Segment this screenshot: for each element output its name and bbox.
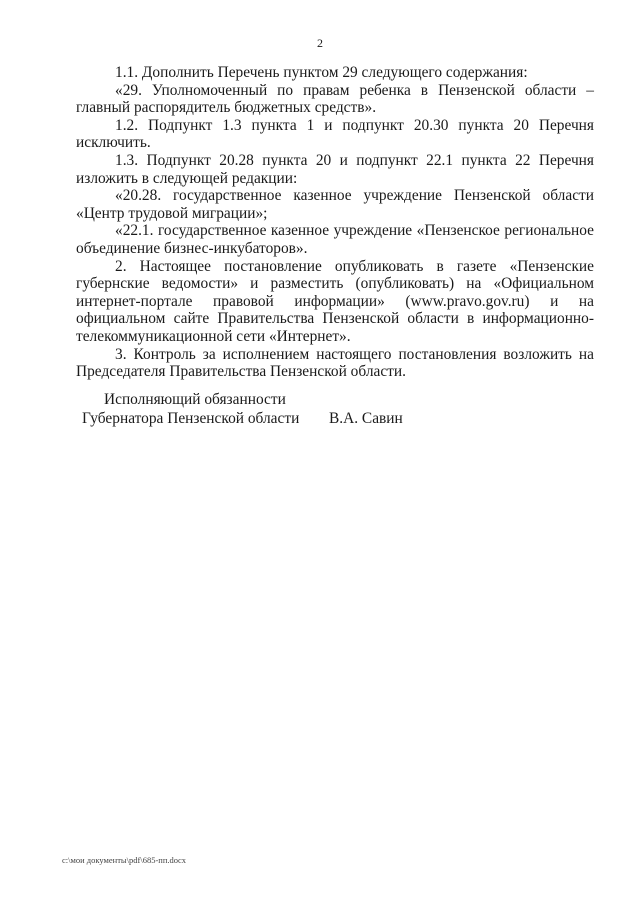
- signature-position-line2: Губернатора Пензенской области: [82, 410, 300, 427]
- paragraph-1-1: 1.1. Дополнить Перечень пунктом 29 следующего содержания:: [115, 64, 528, 81]
- document-body: [76, 64, 594, 381]
- signature-position-line1: Исполняющий обязанности: [104, 391, 286, 408]
- paragraph-1-2: 1.2. Подпункт 1.3 пункта 1 и подпункт 20.30 пункта 20 Перечня исключить.: [76, 116, 594, 152]
- paragraph-item-22-1: «22.1. государственное казенное учреждение «Пензенское региональное объединение бизнес-инкубаторов».: [76, 222, 594, 257]
- page-number: 2: [317, 36, 323, 50]
- paragraph-1-3: 1.3. Подпункт 20.28 пункта 20 и подпункт 22.1 пункта 22 Перечня изложить в следующей редакции:: [76, 151, 594, 187]
- signature-name: В.А. Савин: [329, 410, 403, 427]
- paragraph-2: 2. Настоящее постановление опубликовать в газете «Пензенские губернские ведомости» и разместить (опубликовать) на «Официальном интернет-портале правовой информации» (www.pravo.gov.ru) и на официальном сайте Правительства Пензенской области в информационно-телекоммуникационной сети «Интернет».: [76, 257, 594, 345]
- paragraph-item-29: «29. Уполномоченный по правам ребенка в Пензенской области – главный распорядитель бюджетных средств».: [76, 81, 594, 117]
- paragraph-3: 3. Контроль за исполнением настоящего постановления возложить на Председателя Правительства Пензенской области.: [76, 345, 594, 381]
- footer-file-path: c:\мои документы\pdf\685-пп.docx: [62, 855, 187, 865]
- paragraph-item-20-28: «20.28. государственное казенное учреждение Пензенской области «Центр трудовой миграции»;: [76, 187, 594, 222]
